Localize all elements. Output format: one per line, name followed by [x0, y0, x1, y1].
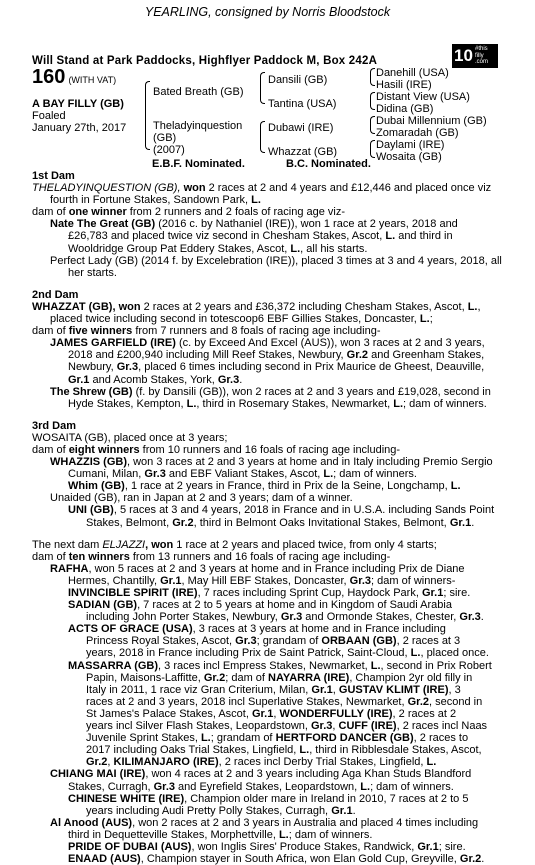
great-grandparent: Wosaita (GB)	[376, 151, 442, 163]
text-line: Nate The Great (GB) (2016 c. by Nathaniel (IRE)), won 1 race at 2 years, 2018 and	[50, 218, 458, 231]
text-line: Gr.2, KILIMANJARO (IRE), 2 races incl Derby Trial Stakes, Lingfield, L.	[86, 756, 437, 769]
foaled-label: Foaled	[32, 110, 66, 122]
text-line: third in Dequetteville Stakes, Morphettville, L.; dam of winners.	[68, 828, 373, 841]
bc-nomination: B.C. Nominated.	[286, 158, 371, 170]
text-line: Papin, Maisons-Laffitte, Gr.2; dam of NAYARRA (IRE), Champion 2yr old filly in	[86, 671, 473, 684]
text-line: PRIDE OF DUBAI (AUS), won Inglis Sires' Produce Stakes, Randwick, Gr.1; sire.	[68, 840, 466, 853]
stand-location: Will Stand at Park Paddocks, Highflyer Paddock M, Box 242A	[32, 55, 378, 67]
great-grandparent: Zomaradah (GB)	[376, 127, 459, 139]
lot-number: 10	[454, 46, 473, 65]
second-dam-heading: 2nd Dam	[32, 288, 79, 301]
hashtag-line: #this	[475, 46, 488, 52]
text-line: Stakes, Belmont, Gr.2, third in Belmont Oaks Invitational Stakes, Belmont, Gr.1.	[86, 516, 475, 529]
text-line: Juvenile Sprint Stakes, L.; grandam of HERTFORD DANCER (GB), 2 races to	[86, 732, 469, 745]
text-line: WHAZZAT (GB), won 2 races at 2 years and £36,372 including Chesham Stakes, Ascot, L.,	[32, 300, 481, 313]
text-line: Perfect Lady (GB) (2014 f. by Excelebration (IRE)), placed 3 times at 3 and 4 years, 2018, all	[50, 254, 502, 267]
text-line: ACTS OF GRACE (USA), 3 races at 3 years at home and in France including	[68, 623, 446, 636]
hashtag-line: .com	[475, 59, 489, 65]
granddam: Whazzat (GB)	[268, 146, 338, 158]
text-line: Cumani, Milan, Gr.3 and EBF Valiant Stakes, Ascot, L.; dam of winners.	[68, 468, 417, 481]
sire: Bated Breath (GB)	[153, 86, 244, 98]
text-line: her starts.	[68, 266, 117, 279]
text-line: ENAAD (AUS), Champion stayer in South Africa, won Elan Gold Cup, Greyville, Gr.2.	[68, 853, 485, 865]
lot-badge	[452, 44, 498, 68]
pedigree-brace	[370, 68, 375, 86]
dam-line: Theladyinquestion	[153, 120, 243, 132]
text-line: JAMES GARFIELD (IRE) (c. by Exceed And Excel (AUS)), won 3 races at 2 and 3 years,	[50, 337, 485, 350]
pedigree-brace	[370, 92, 375, 110]
text-line: Wooldridge Group Pat Eddery Stakes, Ascot, L., all his starts.	[68, 242, 368, 255]
text-line: WHAZZIS (GB), won 3 races at 2 and 3 years at home and in Italy including Premio Sergio	[50, 456, 493, 469]
text-line: Hermes, Chantilly, Gr.1, May Hill EBF Stakes, Doncaster, Gr.3; dam of winners-	[68, 574, 456, 587]
text-line: St James's Palace Stakes, Ascot, Gr.1, WONDERFULLY (IRE), 2 races at 2	[86, 707, 457, 720]
text-line: dam of five winners from 7 runners and 8 foals of racing age including-	[32, 325, 381, 338]
horse-name: A BAY FILLY (GB)	[32, 98, 124, 110]
text-line: placed twice including second in totescoop6 EBF Gillies Stakes, Doncaster, L.;	[50, 313, 433, 326]
text-line: RAFHA, won 5 races at 2 and 3 years at home and in France including Prix de Diane	[50, 562, 465, 575]
first-dam-heading: 1st Dam	[32, 170, 75, 182]
price-vat: (WITH VAT)	[68, 75, 117, 85]
pedigree-brace	[370, 116, 375, 134]
dam-line: (2007)	[153, 144, 185, 156]
text-line: Princess Royal Stakes, Ascot, Gr.3; grandam of ORBAAN (GB), 2 races at 3	[86, 635, 461, 648]
text-line: Al Anood (AUS), won 2 races at 2 and 3 years in Australia and placed 4 times including	[50, 816, 479, 829]
pedigree-brace	[145, 81, 150, 150]
text-line: MASSARRA (GB), 3 races incl Empress Stakes, Newmarket, L., second in Prix Robert	[68, 659, 492, 672]
price-amount: 160	[32, 66, 66, 88]
text-line: 2018 and £200,940 including Mill Reef Stakes, Newbury, Gr.2 and Greenham Stakes,	[68, 349, 485, 362]
great-grandparent: Daylami (IRE)	[376, 139, 445, 151]
text-line: UNI (GB), 5 races at 3 and 4 years, 2018 in France and in U.S.A. including Sands Point	[68, 504, 495, 517]
third-dam-heading: 3rd Dam	[32, 419, 77, 432]
text-line: years, 2018 in France including Prix de Saint Patrick, Saint-Cloud, L., placed once.	[86, 647, 489, 660]
text-line: CHIANG MAI (IRE), won 4 races at 2 and 3 years including Aga Khan Studs Blandford	[50, 768, 472, 781]
lot-hashtag	[475, 46, 497, 66]
text-line: including John Porter Stakes, Newbury, Gr.3 and Ormonde Stakes, Chester, Gr.3.	[86, 611, 484, 624]
text-line: CHINESE WHITE (IRE), Champion older mare in Ireland in 2010, 7 races at 2 to 5	[68, 792, 469, 805]
text-line: Newbury, Gr.3, placed 6 times including second in Prix Maurice de Gheest, Deauville,	[68, 361, 485, 374]
foaled-date: January 27th, 2017	[32, 122, 127, 134]
pedigree-brace	[260, 72, 265, 104]
text-line: Stakes, Curragh, Gr.3 and Eyrefield Stakes, Leopardstown, L.; dam of winners.	[68, 780, 454, 793]
hashtag-line: filly	[475, 52, 484, 59]
dam-line: (GB)	[153, 132, 177, 144]
great-grandparent: Dubai Millennium (GB)	[376, 115, 487, 127]
granddam: Tantina (USA)	[268, 98, 337, 110]
text-line: Hyde Stakes, Kempton, L., third in Rosemary Stakes, Newmarket, L.; dam of winners.	[68, 397, 487, 410]
text-line: Unaided (GB), ran in Japan at 2 and 3 years; dam of a winner.	[50, 492, 353, 505]
text-line: Whim (GB), 1 race at 2 years in France, third in Prix de la Seine, Longchamp, L.	[68, 480, 461, 493]
lot-price	[32, 66, 117, 88]
consignor-header: YEARLING, consigned by Norris Bloodstock	[144, 5, 391, 19]
great-grandparent: Didina (GB)	[376, 103, 434, 115]
text-line: years incl Silver Flash Stakes, Leopardstown, Gr.3, CUFF (IRE), 2 races incl Naas	[86, 720, 488, 733]
text-line: Italy in 2011, 1 race viz Gran Criterium, Milan, Gr.1, GUSTAV KLIMT (IRE), 3	[86, 683, 461, 696]
text-line: The next dam ELJAZZI, won 1 race at 2 years and placed twice, from only 4 starts;	[32, 538, 437, 551]
text-line: fourth in Fortune Stakes, Sandown Park, L.	[50, 194, 261, 207]
great-grandparent: Distant View (USA)	[376, 91, 470, 103]
great-grandparent: Danehill (USA)	[376, 67, 449, 79]
text-line: races at 2 and 3 years, 2018 incl Superlative Stakes, Newmarket, Gr.2, second in	[86, 695, 483, 708]
text-line: SADIAN (GB), 7 races at 2 to 5 years at home and in Kingdom of Saudi Arabia	[68, 599, 452, 612]
pedigree-brace	[370, 140, 375, 158]
text-line: 2017 including Oaks Trial Stakes, Lingfield, L., third in Ribblesdale Stakes, Ascot,	[86, 744, 482, 757]
text-line: THELADYINQUESTION (GB), won 2 races at 2 and 4 years and £12,446 and placed once viz	[32, 182, 492, 195]
grandsire: Dansili (GB)	[268, 74, 328, 86]
text-line: dam of ten winners from 13 runners and 16 foals of racing age including-	[32, 550, 391, 563]
catalogue-notes	[32, 170, 502, 865]
text-line: WOSAITA (GB), placed once at 3 years;	[32, 431, 228, 444]
text-line: years including Audi Pretty Polly Stakes, Curragh, Gr.1.	[86, 804, 356, 817]
grandsire: Dubawi (IRE)	[268, 122, 334, 134]
text-line: dam of one winner from 2 runners and 2 foals of racing age viz-	[32, 206, 346, 219]
text-line: INVINCIBLE SPIRIT (IRE), 7 races including Sprint Cup, Haydock Park, Gr.1; sire.	[68, 587, 471, 599]
great-grandparent: Hasili (IRE)	[376, 79, 432, 91]
text-line: dam of eight winners from 10 runners and 16 foals of racing age including-	[32, 443, 401, 456]
ebf-nomination: E.B.F. Nominated.	[152, 158, 245, 170]
pedigree-brace	[260, 121, 265, 153]
text-line: £26,783 and placed twice viz second in Chesham Stakes, Ascot, L. and third in	[68, 230, 453, 243]
text-line: The Shrew (GB) (f. by Dansili (GB)), won 2 races at 2 and 3 years and £19,028, second in	[50, 385, 491, 398]
text-line: Gr.1 and Acomb Stakes, York, Gr.3.	[68, 373, 243, 386]
